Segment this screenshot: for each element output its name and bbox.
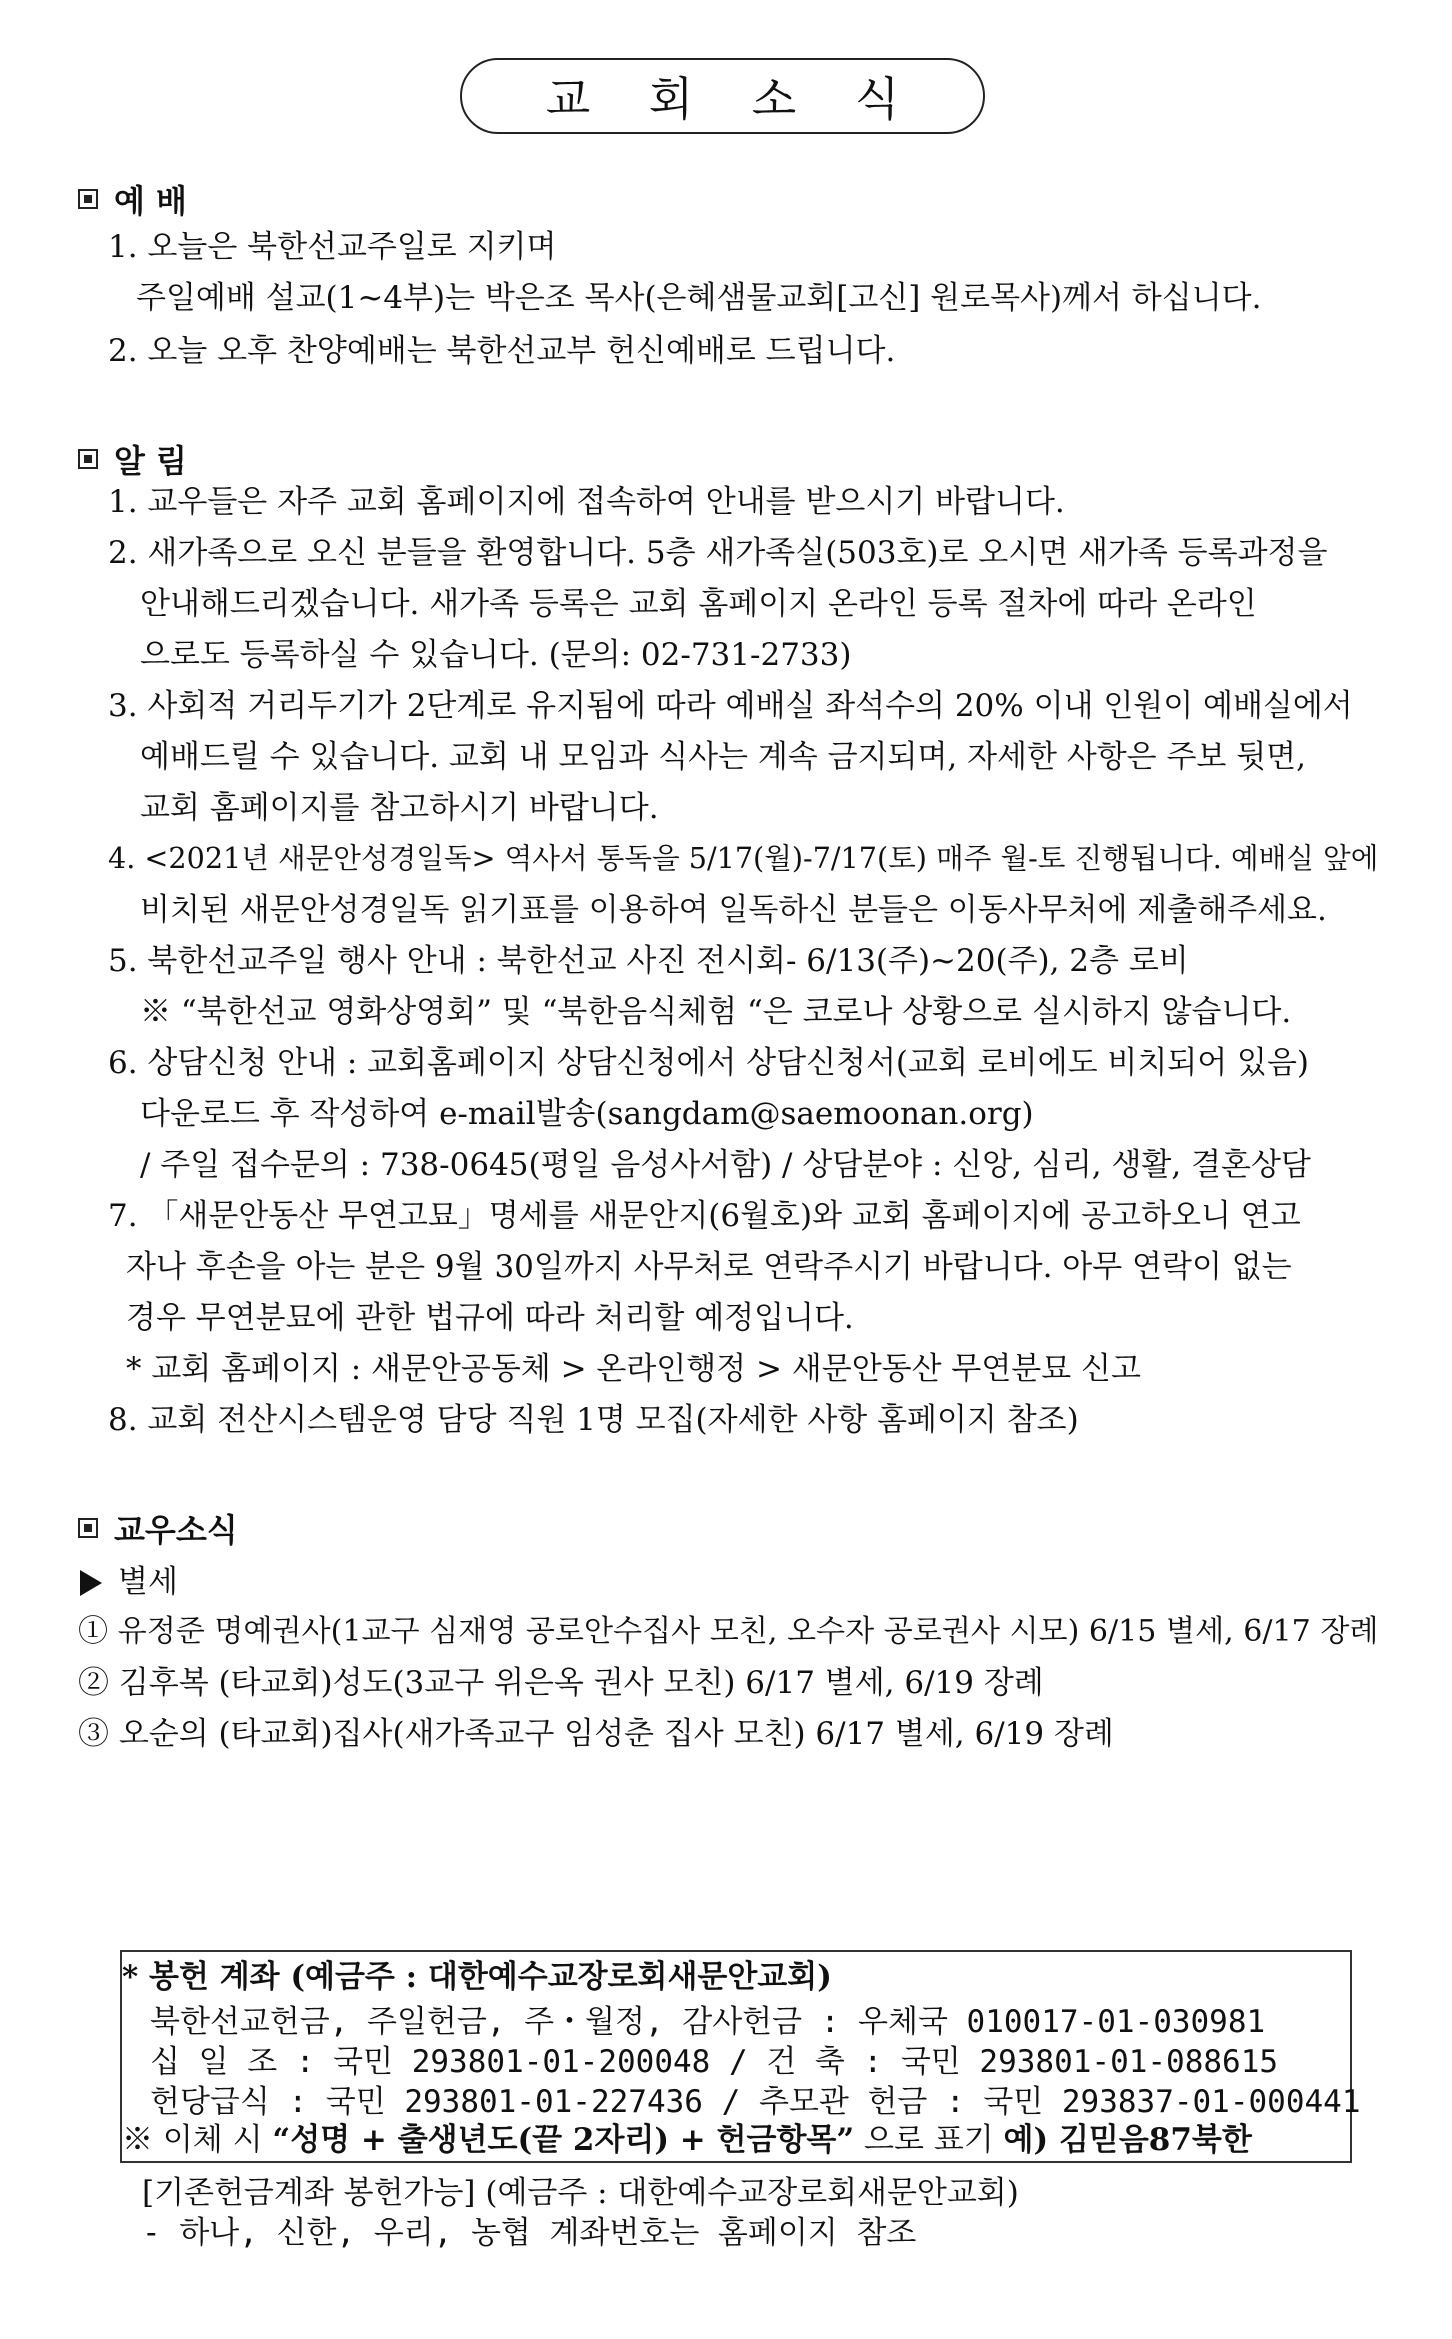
notice-line: 경우 무연분묘에 관한 법규에 따라 처리할 예정입니다. <box>126 1300 854 1336</box>
worship-line: 1. 오늘은 북한선교주일로 지키며 <box>108 229 557 265</box>
members-item: ① 유정준 명예권사(1교구 심재영 공로안수집사 모친, 오수자 공로권사 시모) 6/15 별세, 6/17 장례 <box>78 1614 1379 1649</box>
old-accounts-owner: (예금주 : 대한예수교장로회새문안교회) <box>485 2175 1019 2211</box>
section-worship-label: 예 배 <box>114 182 187 220</box>
square-bullet-icon <box>78 449 98 469</box>
old-accounts-note: - 하나, 신한, 우리, 농협 계좌번호는 홈페이지 참조 <box>142 2215 917 2251</box>
members-item: ② 김후복 (타교회)성도(3교구 위은옥 권사 모친) 6/17 별세, 6/19 장례 <box>78 1665 1044 1701</box>
account-line: 헌당급식 : 국민 293801-01-227436 / 추모관 헌금 : 국민 293837-01-000441 <box>150 2084 1361 2120</box>
transfer-note-example: 예) 김믿음87북한 <box>1003 2122 1252 2158</box>
transfer-note-mid: 으로 표기 <box>864 2122 994 2158</box>
notice-line: / 주일 접수문의 : 738-0645(평일 음성사서함) / 상담분야 : 신앙, 심리, 생활, 결혼상담 <box>140 1147 1311 1183</box>
section-members-label: 교우소식 <box>114 1511 238 1549</box>
account-line: 북한선교헌금, 주일헌금, 주・월정, 감사헌금 : 우체국 010017-01-030981 <box>150 2004 1266 2040</box>
notice-line: 6. 상담신청 안내 : 교회홈페이지 상담신청에서 상담신청서(교회 로비에도 비치되어 있음) <box>108 1045 1310 1081</box>
worship-line: 2. 오늘 오후 찬양예배는 북한선교부 헌신예배로 드립니다. <box>108 333 896 369</box>
transfer-note <box>122 2122 1252 2158</box>
notice-line: 다운로드 후 작성하여 e-mail발송(sangdam@saemoonan.org) <box>140 1096 1034 1132</box>
square-bullet-icon <box>78 189 98 209</box>
notice-line: 안내해드리겠습니다. 새가족 등록은 교회 홈페이지 온라인 등록 절차에 따라 온라인 <box>140 586 1257 622</box>
notice-line: 7. 「새문안동산 무연고묘」명세를 새문안지(6월호)와 교회 홈페이지에 공고하오니 연고 <box>108 1198 1301 1234</box>
transfer-note-prefix: ※ 이체 시 <box>122 2122 263 2158</box>
title-box <box>460 58 985 134</box>
accounts-heading: * 봉헌 계좌 (예금주 : 대한예수교장로회새문안교회) <box>122 1959 832 1995</box>
notice-line: 8. 교회 전산시스템운영 담당 직원 1명 모집(자세한 사항 홈페이지 참조) <box>108 1402 1079 1438</box>
notice-line: 비치된 새문안성경일독 읽기표를 이용하여 일독하신 분들은 이동사무처에 제출해주세요. <box>140 892 1327 928</box>
old-accounts-label: [기존헌금계좌 봉헌가능] <box>142 2175 476 2211</box>
triangle-bullet-icon <box>80 1570 102 1596</box>
worship-line: 주일예배 설교(1~4부)는 박은조 목사(은혜샘물교회[고신] 원로목사)께서 하십니다. <box>136 280 1262 316</box>
square-bullet-icon <box>78 1518 98 1538</box>
notice-line: ※ “북한선교 영화상영회” 및 “북한음식체험 “은 코로나 상황으로 실시하지 않습니다. <box>140 994 1292 1030</box>
notice-line: 2. 새가족으로 오신 분들을 환영합니다. 5층 새가족실(503호)로 오시면 새가족 등록과정을 <box>108 535 1328 571</box>
notice-line: 으로도 등록하실 수 있습니다. (문의: 02-731-2733) <box>140 637 852 673</box>
notice-line: 5. 북한선교주일 행사 안내 : 북한선교 사진 전시회- 6/13(주)~20(주), 2층 로비 <box>108 943 1189 979</box>
notice-line: 4. <2021년 새문안성경일독> 역사서 통독을 5/17(월)-7/17(토) 매주 월-토 진행됩니다. 예배실 앞에 <box>108 841 1379 875</box>
section-worship-heading <box>78 176 187 222</box>
account-line: 십 일 조 : 국민 293801-01-200048 / 건 축 : 국민 293801-01-088615 <box>150 2044 1279 2080</box>
notice-line: 자나 후손을 아는 분은 9월 30일까지 사무처로 연락주시기 바랍니다. 아무 연락이 없는 <box>126 1249 1292 1285</box>
notice-line: 1. 교우들은 자주 교회 홈페이지에 접속하여 안내를 받으시기 바랍니다. <box>108 484 1065 520</box>
notice-line: 교회 홈페이지를 참고하시기 바랍니다. <box>140 790 659 826</box>
notice-line: 3. 사회적 거리두기가 2단계로 유지됨에 따라 예배실 좌석수의 20% 이내 인원이 예배실에서 <box>108 688 1353 724</box>
notice-line: * 교회 홈페이지 : 새문안공동체 > 온라인행정 > 새문안동산 무연분묘 신고 <box>126 1351 1141 1387</box>
transfer-note-format: “성명 + 출생년도(끝 2자리) + 헌금항목” <box>272 2122 855 2158</box>
page-title: 교 회 소 식 <box>545 72 922 126</box>
section-notice-label: 알 림 <box>114 442 187 480</box>
section-members-heading <box>78 1505 238 1551</box>
members-item: ③ 오순의 (타교회)집사(새가족교구 임성춘 집사 모친) 6/17 별세, 6/19 장례 <box>78 1716 1114 1752</box>
section-notice-heading <box>78 436 187 482</box>
members-subheading: 별세 <box>118 1564 178 1600</box>
notice-line: 예배드릴 수 있습니다. 교회 내 모임과 식사는 계속 금지되며, 자세한 사항은 주보 뒷면, <box>140 739 1306 775</box>
old-accounts-line <box>142 2175 1019 2211</box>
offering-accounts-box <box>120 1950 1361 2163</box>
